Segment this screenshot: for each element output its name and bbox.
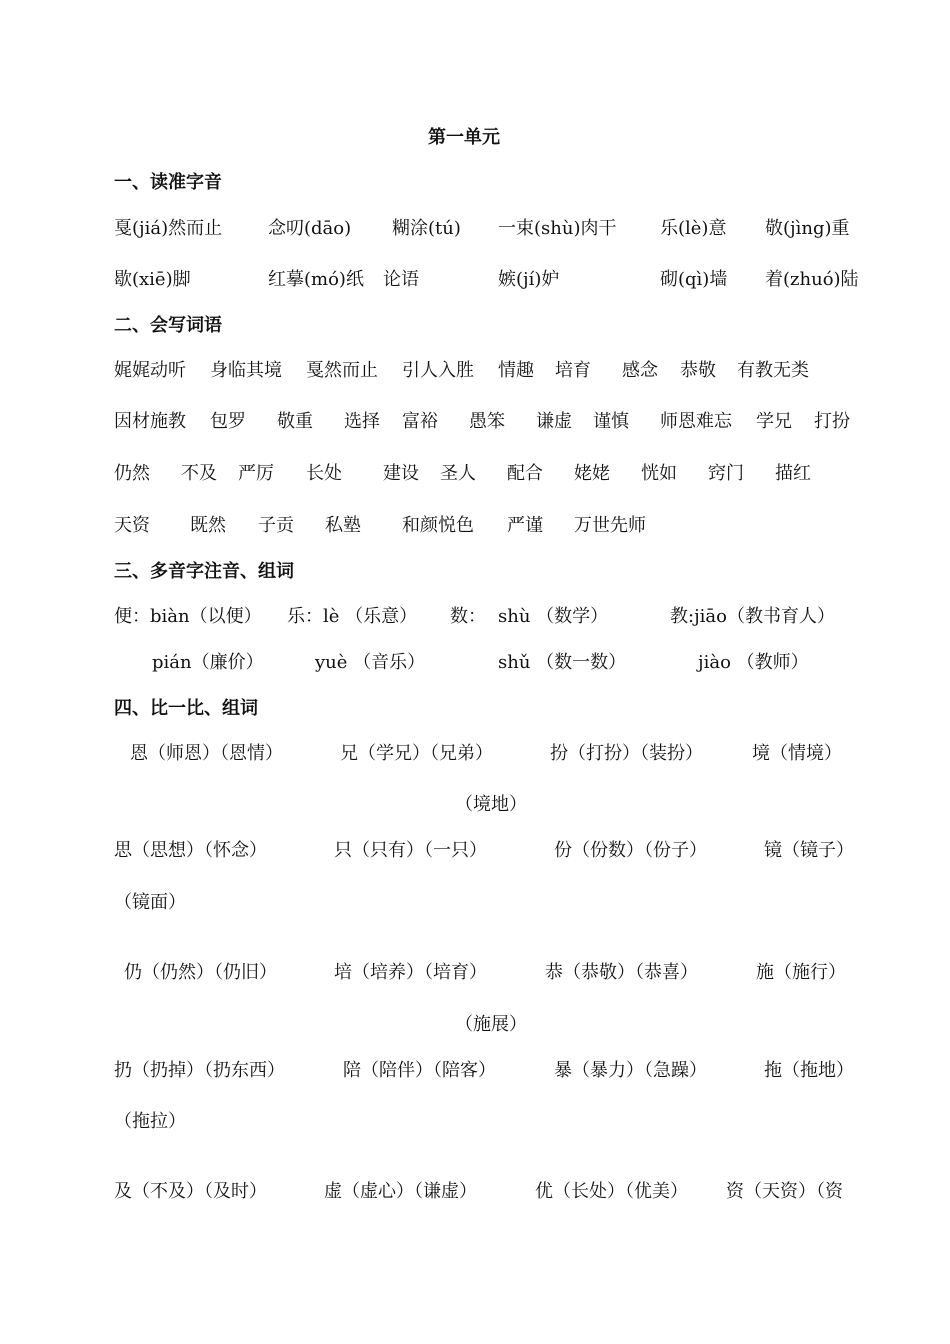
polyphone-entry: jiào （教师） bbox=[698, 652, 809, 673]
compare-entry: 及（不及）（及时） bbox=[114, 1181, 267, 1202]
compare-entry: 扮（打扮）（装扮） bbox=[550, 743, 703, 764]
polyphone-entry: 便：biàn（以便） bbox=[114, 606, 262, 627]
compare-entry: 兄（学兄）（兄弟） bbox=[340, 743, 493, 764]
vocab-word: 恍如 bbox=[641, 463, 677, 484]
compare-entry: （镜面） bbox=[114, 892, 186, 913]
compare-entry: 拖（拖地） bbox=[764, 1060, 854, 1081]
section-heading-1: 一、读准字音 bbox=[114, 172, 222, 193]
pinyin-word: 戛(jiá)然而止 bbox=[114, 218, 223, 239]
vocab-word: 有教无类 bbox=[737, 360, 809, 381]
compare-entry: 施（施行） bbox=[756, 962, 846, 983]
compare-entry: 资（天资）（资 bbox=[726, 1181, 843, 1202]
vocab-word: 培育 bbox=[555, 360, 591, 381]
vocab-word: 既然 bbox=[190, 515, 226, 536]
vocab-word: 和颜悦色 bbox=[402, 515, 474, 536]
vocab-word: 包罗 bbox=[210, 411, 246, 432]
page-title: 第一单元 bbox=[428, 127, 500, 148]
compare-entry: 虚（虚心）（谦虚） bbox=[324, 1181, 477, 1202]
compare-entry: 恩（师恩）（恩情） bbox=[130, 743, 283, 764]
vocab-word: 严谨 bbox=[507, 515, 543, 536]
compare-entry: 陪（陪伴）（陪客） bbox=[343, 1060, 496, 1081]
vocab-word: 建设 bbox=[383, 463, 419, 484]
pinyin-word: 敬(jìng)重 bbox=[765, 218, 850, 239]
vocab-word: 天资 bbox=[114, 515, 150, 536]
vocab-word: 恭敬 bbox=[680, 360, 716, 381]
pinyin-word: 砌(qì)墙 bbox=[660, 269, 728, 290]
section-heading-3: 三、多音字注音、组词 bbox=[114, 561, 294, 582]
vocab-word: 富裕 bbox=[402, 411, 438, 432]
vocab-word: 长处 bbox=[306, 463, 342, 484]
vocab-word: 戛然而止 bbox=[306, 360, 378, 381]
vocab-word: 子贡 bbox=[258, 515, 294, 536]
compare-entry: 扔（扔掉）（扔东西） bbox=[114, 1060, 285, 1081]
vocab-word: 因材施教 bbox=[114, 411, 186, 432]
vocab-word: 身临其境 bbox=[210, 360, 282, 381]
polyphone-entry: 数： bbox=[450, 606, 486, 627]
vocab-word: 愚笨 bbox=[469, 411, 505, 432]
vocab-word: 仍然 bbox=[114, 463, 150, 484]
compare-entry: 仍（仍然）（仍旧） bbox=[124, 962, 277, 983]
vocab-word: 私塾 bbox=[325, 515, 361, 536]
section-heading-4: 四、比一比、组词 bbox=[114, 698, 258, 719]
compare-entry: 镜（镜子） bbox=[764, 840, 854, 861]
vocab-word: 姥姥 bbox=[574, 463, 610, 484]
compare-entry: 份（份数）（份子） bbox=[554, 840, 707, 861]
polyphone-entry: shǔ （数一数） bbox=[498, 652, 627, 673]
polyphone-entry: 乐：lè （乐意） bbox=[287, 606, 418, 627]
vocab-word: 万世先师 bbox=[574, 515, 646, 536]
compare-entry: （拖拉） bbox=[114, 1111, 186, 1132]
pinyin-word: 一束(shù)肉干 bbox=[498, 218, 617, 239]
vocab-word: 感念 bbox=[622, 360, 658, 381]
vocab-word: 不及 bbox=[181, 463, 217, 484]
vocab-word: 敬重 bbox=[277, 411, 313, 432]
vocab-word: 圣人 bbox=[440, 463, 476, 484]
compare-entry: 只（只有）（一只） bbox=[334, 840, 487, 861]
compare-entry: （境地） bbox=[455, 794, 527, 815]
section-heading-2: 二、会写词语 bbox=[114, 315, 222, 336]
pinyin-word: 嫉(jí)妒 bbox=[498, 269, 560, 290]
vocab-word: 学兄 bbox=[756, 411, 792, 432]
pinyin-word: 糊涂(tú) bbox=[392, 218, 461, 239]
vocab-word: 情趣 bbox=[498, 360, 534, 381]
pinyin-word: 着(zhuó)陆 bbox=[765, 269, 859, 290]
vocab-word: 娓娓动听 bbox=[114, 360, 186, 381]
polyphone-entry: yuè （音乐） bbox=[315, 652, 426, 673]
polyphone-entry: 教:jiāo（教书育人） bbox=[670, 606, 835, 627]
pinyin-word: 乐(lè)意 bbox=[660, 218, 727, 239]
compare-entry: 思（思想）（怀念） bbox=[114, 840, 267, 861]
pinyin-word: 论语 bbox=[383, 269, 419, 290]
vocab-word: 描红 bbox=[775, 463, 811, 484]
compare-entry: 恭（恭敬）（恭喜） bbox=[545, 962, 698, 983]
vocab-word: 师恩难忘 bbox=[660, 411, 732, 432]
vocab-word: 谨慎 bbox=[593, 411, 629, 432]
compare-entry: 优（长处）（优美） bbox=[535, 1181, 688, 1202]
vocab-word: 选择 bbox=[344, 411, 380, 432]
compare-entry: （施展） bbox=[455, 1014, 527, 1035]
pinyin-word: 红摹(mó)纸 bbox=[268, 269, 364, 290]
compare-entry: 暴（暴力）（急躁） bbox=[554, 1060, 707, 1081]
vocab-word: 配合 bbox=[507, 463, 543, 484]
vocab-word: 严厉 bbox=[238, 463, 274, 484]
vocab-word: 谦虚 bbox=[536, 411, 572, 432]
pinyin-word: 念叨(dāo) bbox=[268, 218, 352, 239]
vocab-word: 引人入胜 bbox=[402, 360, 474, 381]
polyphone-entry: shù （数学） bbox=[498, 606, 609, 627]
vocab-word: 窍门 bbox=[708, 463, 744, 484]
vocab-word: 打扮 bbox=[814, 411, 850, 432]
compare-entry: 境（情境） bbox=[752, 743, 842, 764]
pinyin-word: 歇(xiē)脚 bbox=[114, 269, 191, 290]
polyphone-entry: pián（廉价） bbox=[152, 652, 264, 673]
compare-entry: 培（培养）（培育） bbox=[334, 962, 487, 983]
